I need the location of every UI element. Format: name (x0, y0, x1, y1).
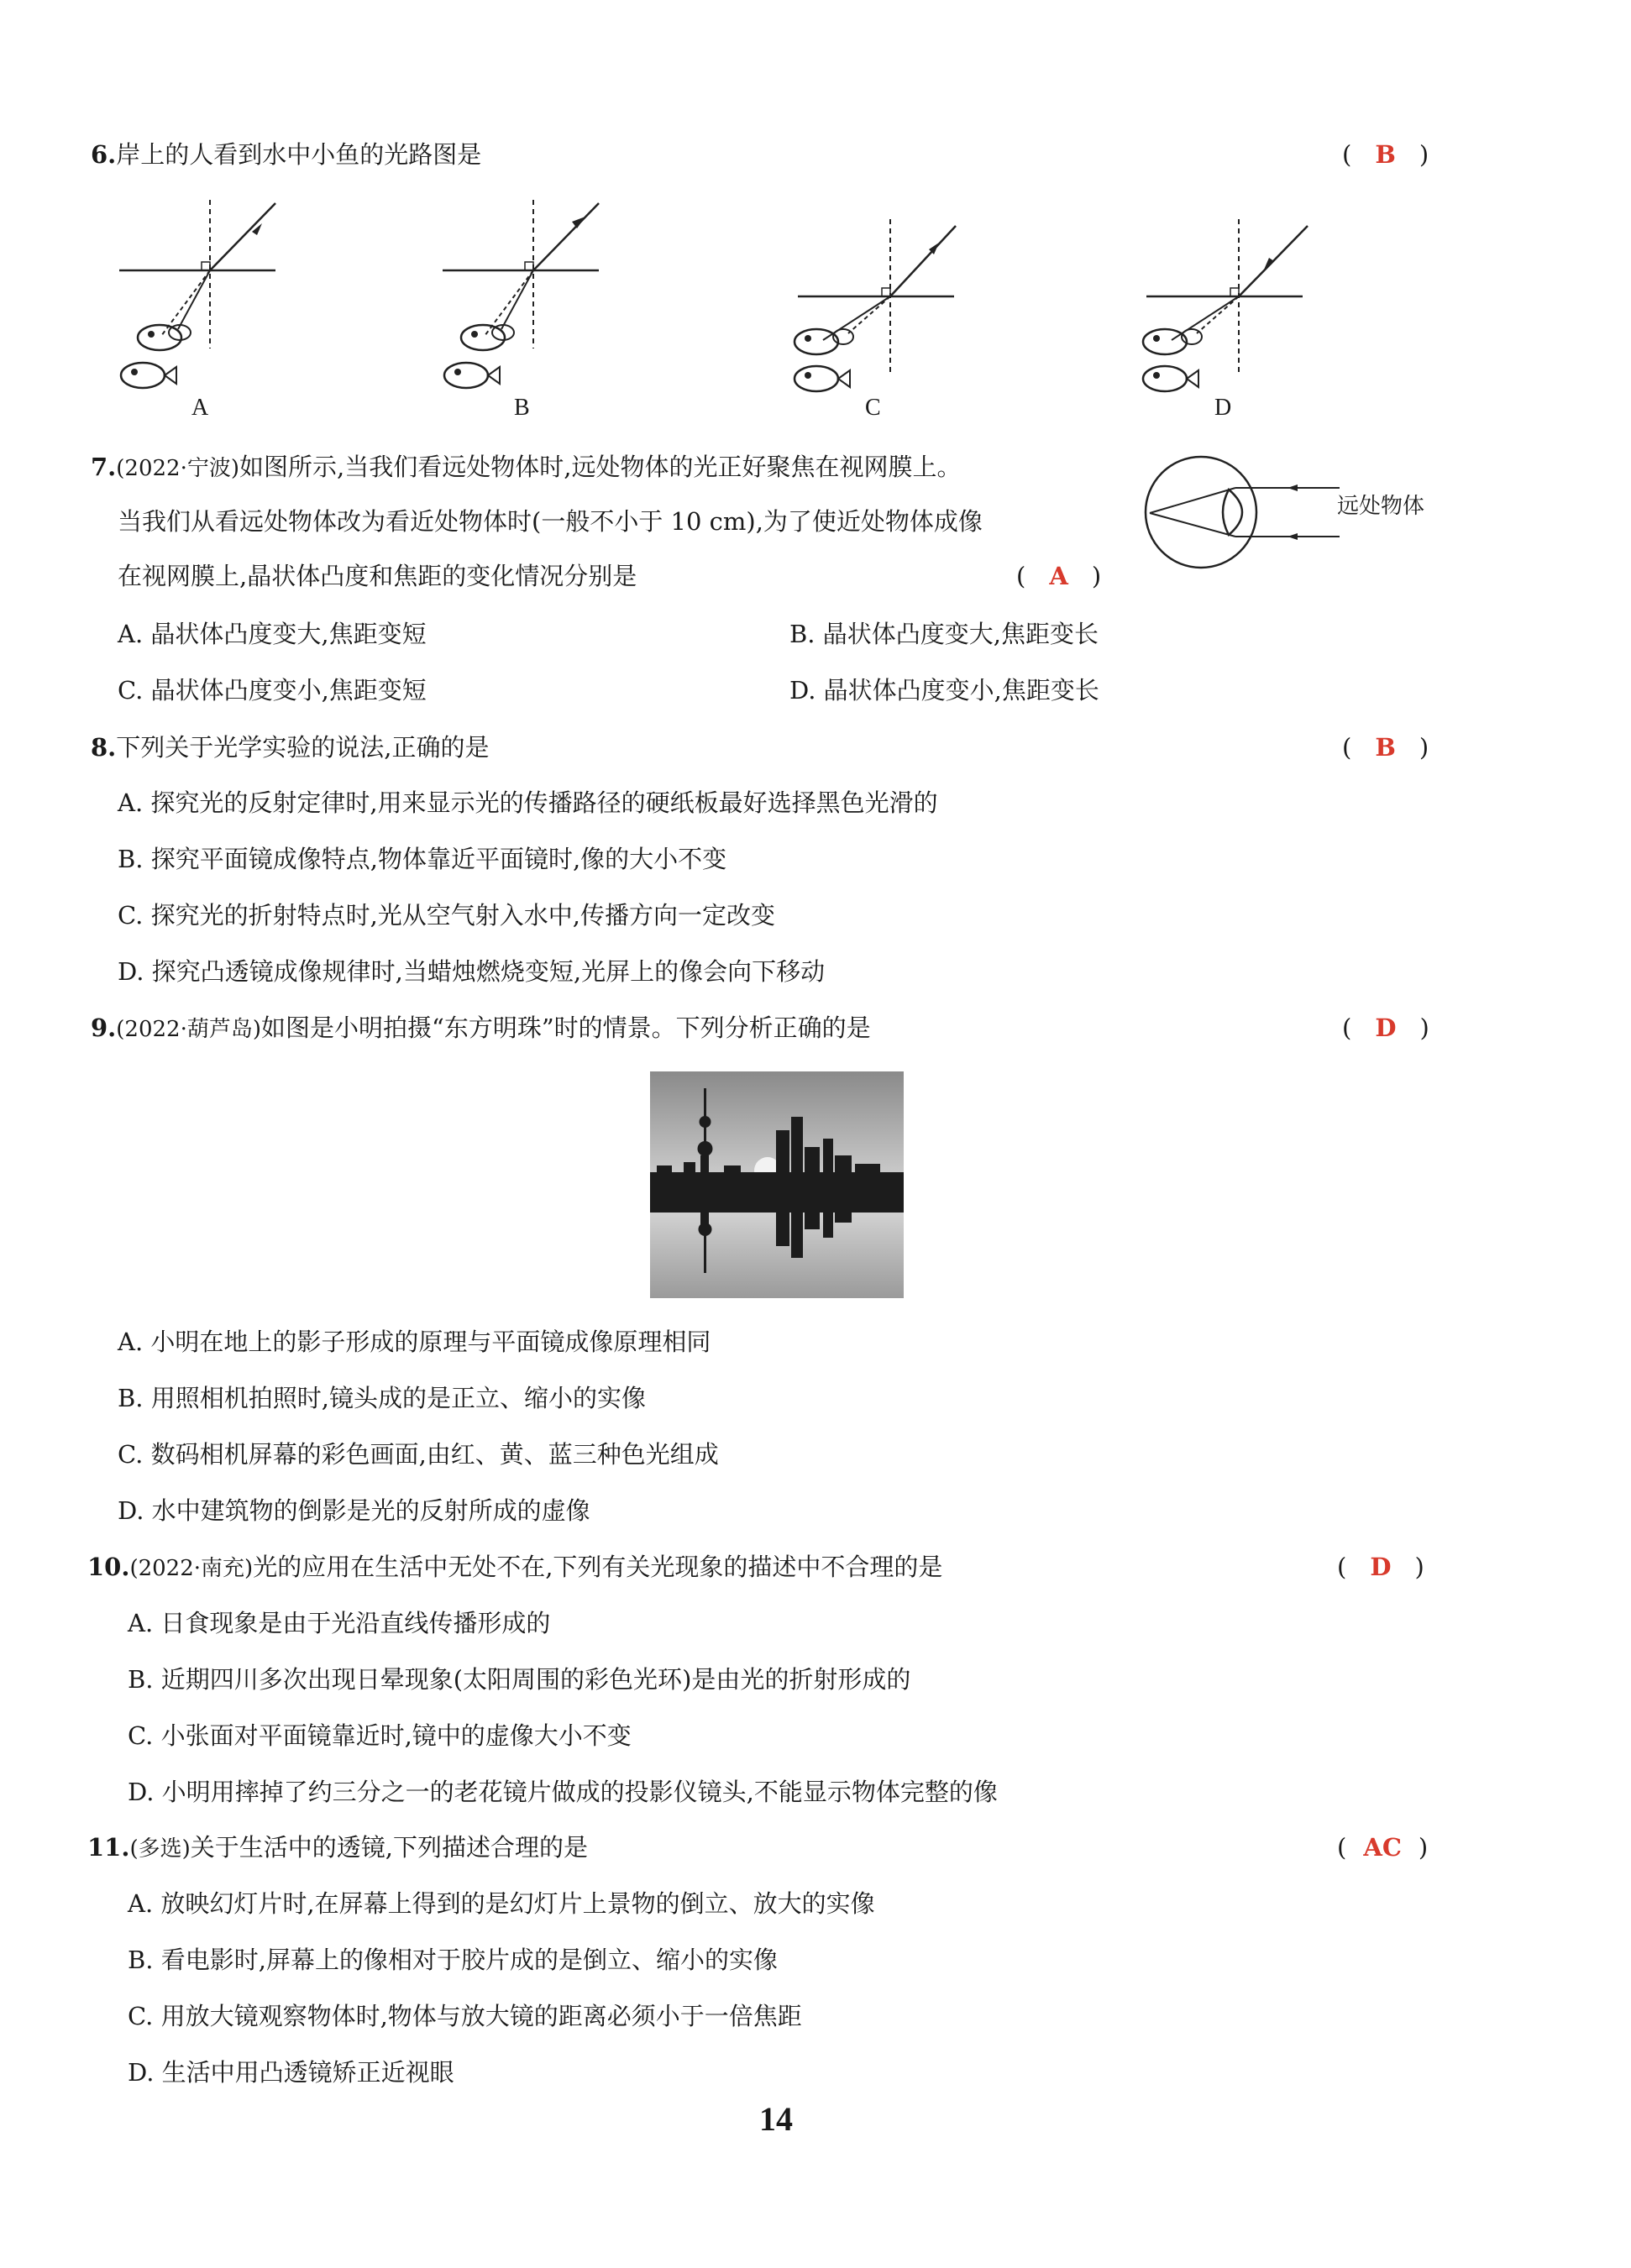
q6-diagram-c (781, 214, 974, 407)
q6-diagram-a (109, 193, 302, 403)
q9-stem: 9.(2022·葫芦岛)如图是小明拍摄“东方明珠”时的情景。下列分析正确的是 (91, 1014, 871, 1042)
q6-stem (91, 138, 481, 171)
q9-option-c: C. 数码相机屏幕的彩色画面,由红、黄、蓝三种色光组成 (118, 1440, 719, 1469)
q10-option-d: D. 小明用摔掉了约三分之一的老花镜片做成的投影仪镜头,不能显示物体完整的像 (128, 1778, 998, 1806)
q7-option-d: D. 晶状体凸度变小,焦距变长 (789, 676, 1099, 704)
q7-option-c: C. 晶状体凸度变小,焦距变短 (118, 676, 427, 704)
q10-stem: 10.(2022·南充)光的应用在生活中无处不在,下列有关光现象的描述中不合理的是 (87, 1553, 943, 1581)
q6-answer: B (1375, 140, 1396, 169)
q7-option-b: B. 晶状体凸度变大,焦距变长 (789, 620, 1099, 648)
q11-option-c: C. 用放大镜观察物体时,物体与放大镜的距离必须小于一倍焦距 (128, 2002, 802, 2030)
q11-answer-bracket: ( AC ) (1337, 1831, 1428, 1864)
q6-label-d: D (1214, 395, 1232, 421)
q8-option-a: A. 探究光的反射定律时,用来显示光的传播路径的硬纸板最好选择黑色光滑的 (118, 788, 938, 817)
q11-option-b: B. 看电影时,屏幕上的像相对于胶片成的是倒立、缩小的实像 (128, 1946, 778, 1974)
q7-source: (2022·宁波) (116, 456, 240, 481)
q7-answer-bracket: ( A ) (1016, 559, 1101, 593)
q11-option-d: D. 生活中用凸透镜矫正近视眼 (128, 2058, 454, 2087)
q8-answer: B (1375, 733, 1396, 762)
q7-stem: 7.(2022·宁波)如图所示,当我们看远处物体时,远处物体的光正好聚焦在视网膜上。 (91, 453, 962, 481)
q7-option-a: A. 晶状体凸度变大,焦距变短 (118, 620, 427, 648)
q9-option-d: D. 水中建筑物的倒影是光的反射所成的虚像 (118, 1496, 590, 1525)
q8-answer-bracket: ( B ) (1342, 731, 1429, 764)
q7-eye-diagram (1138, 449, 1348, 575)
q7-diagram-label: 远处物体 (1337, 494, 1425, 519)
q11-option-a: A. 放映幻灯片时,在屏幕上得到的是幻灯片上景物的倒立、放大的实像 (128, 1889, 875, 1918)
q7-answer: A (1049, 562, 1068, 590)
q6-answer-bracket: ( B ) (1342, 138, 1429, 171)
q6-label-c: C (865, 395, 881, 421)
q11-stem: 11.(多选)关于生活中的透镜,下列描述合理的是 (87, 1833, 588, 1862)
q8-option-b: B. 探究平面镜成像特点,物体靠近平面镜时,像的大小不变 (118, 845, 727, 873)
q9-answer: D (1375, 1014, 1397, 1042)
q6-number: 6. (91, 140, 117, 169)
q10-option-b: B. 近期四川多次出现日晕现象(太阳周围的彩色光环)是由光的折射形成的 (128, 1665, 911, 1694)
q10-answer: D (1370, 1553, 1392, 1581)
q10-option-a: A. 日食现象是由于光沿直线传播形成的 (128, 1609, 551, 1637)
q6-diagram-d (1130, 214, 1323, 407)
q9-option-a: A. 小明在地上的影子形成的原理与平面镜成像原理相同 (118, 1328, 711, 1356)
q7-line-2: 当我们从看远处物体改为看近处物体时(一般不小于 10 cm),为了使近处物体成像 (118, 507, 983, 536)
q8-stem: 8.下列关于光学实验的说法,正确的是 (91, 733, 490, 762)
q9-answer-bracket: ( D ) (1342, 1011, 1429, 1045)
q6-diagram-b (433, 193, 626, 403)
q10-answer-bracket: ( D ) (1337, 1550, 1424, 1584)
q8-option-c: C. 探究光的折射特点时,光从空气射入水中,传播方向一定改变 (118, 901, 776, 930)
page-number: 14 (759, 2100, 793, 2138)
q11-answer: AC (1363, 1833, 1402, 1862)
q10-option-c: C. 小张面对平面镜靠近时,镜中的虚像大小不变 (128, 1721, 632, 1750)
q9-option-b: B. 用照相机拍照时,镜头成的是正立、缩小的实像 (118, 1384, 646, 1412)
q6-text: 岸上的人看到水中小鱼的光路图是 (116, 140, 482, 169)
q7-line-3: 在视网膜上,晶状体凸度和焦距的变化情况分别是 (118, 562, 637, 590)
q9-skyline-photo (650, 1071, 904, 1298)
q6-label-a: A (191, 395, 209, 421)
q6-label-b: B (514, 395, 530, 421)
q8-option-d: D. 探究凸透镜成像规律时,当蜡烛燃烧变短,光屏上的像会向下移动 (118, 957, 826, 986)
